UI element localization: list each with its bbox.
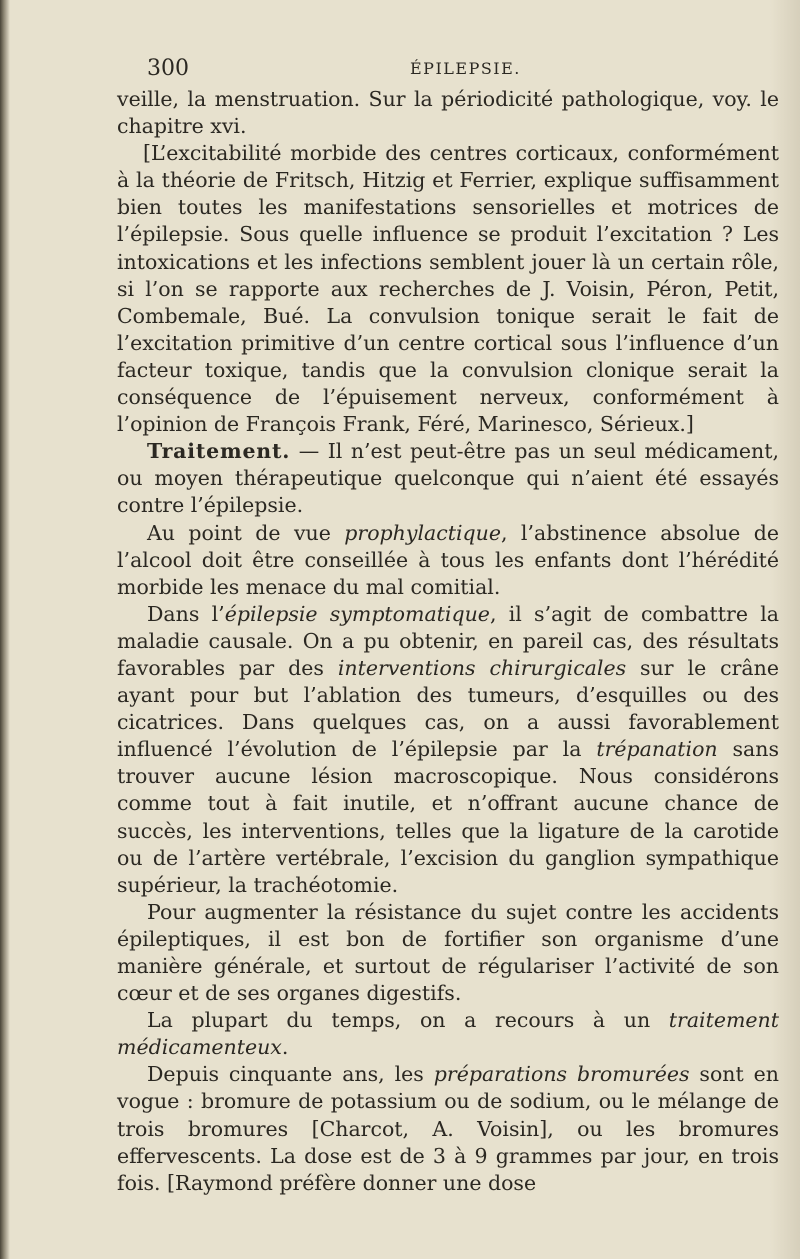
text-run: sans trouver aucune lésion macroscopique. Nous considérons comme tout à fait inutile, et n’offrant aucune chance de succès, les interventions, telles que la ligature de la carotide ou de l’artère vertébrale, l’excision du ganglion sympathique supérieur, la trachéotomie.: [117, 737, 779, 897]
text-run: sur le crâne ayant pour but l’ablation des tumeurs, d’esquilles ou des cicatrices. Dans quelques cas, on a aussi favorablement influencé l’évolution de l’épilepsie par la: [117, 655, 779, 762]
text-run: veille, la menstruation. Sur la périodicité pathologique, voy. le chapitre xvi.: [117, 87, 779, 139]
text-run: Depuis cinquante ans, les: [147, 1062, 434, 1087]
paragraph-treatment: [117, 438, 779, 519]
binding-shadow: [0, 0, 10, 1259]
paragraph-symptomatic: [117, 601, 779, 899]
paragraph-medication: [117, 1007, 779, 1061]
paragraph-bromides: [117, 1061, 779, 1196]
text-run: , l’abstinence absolue de l’alcool doit être conseillée à tous les enfants dont l’hérédité morbide les menace du mal comitial.: [117, 520, 779, 599]
running-title: ÉPILEPSIE.: [410, 59, 521, 78]
emphasis: trépanation: [596, 737, 718, 762]
section-heading-treatment: Traitement.: [147, 439, 291, 464]
text-run: Dans l’: [147, 601, 225, 626]
text-run: sont en vogue : bromure de potassium ou de sodium, ou le mélange de trois bromures [Charcot, A. Voisin], ou les bromures effervescents. La dose est de 3 à 9 grammes par jour, en trois fois. [Raymond préfère donner une dose: [117, 1062, 779, 1195]
emphasis: épilepsie symptomatique: [224, 601, 490, 626]
text-run: .: [281, 1035, 289, 1060]
body-text: [117, 86, 779, 1197]
page-number: 300: [147, 56, 189, 81]
emphasis: traitement médicamenteux: [117, 1008, 779, 1060]
emphasis: prophylactique: [344, 520, 501, 545]
paragraph-prophylaxis: [117, 520, 779, 601]
text-run: La plupart du temps, on a recours à un: [147, 1008, 669, 1033]
text-run: , il s’agit de combattre la maladie causale. On a pu obtenir, en pareil cas, des résultats favorables par des: [117, 601, 779, 680]
paragraph-continuation: [117, 86, 779, 140]
text-run: — Il n’est peut-être pas un seul médicament, ou moyen thérapeutique quelconque qui n’aient été essayés contre l’épilepsie.: [117, 439, 779, 518]
text-run: Pour augmenter la résistance du sujet contre les accidents épileptiques, il est bon de fortifier son organisme d’une manière générale, et surtout de régulariser l’activité de son cœur et de ses organes digestifs.: [117, 899, 779, 1006]
paragraph-excitability: [117, 140, 779, 438]
text-run: Au point de vue: [147, 520, 345, 545]
page-header: [147, 56, 779, 86]
emphasis: interventions chirurgicales: [337, 655, 627, 680]
paragraph-resistance: [117, 899, 779, 1007]
text-run: [L’excitabilité morbide des centres corticaux, conformément à la théorie de Fritsch, Hitzig et Ferrier, explique suffisamment bien toutes les manifestations sensorielles et motrices de l’épilepsie. Sous quelle influence se produit l’excitation ? Les intoxications et les infections semblent jouer là un certain rôle, si l’on se rapporte aux recherches de J. Voisin, Péron, Petit, Combemale, Bué. La convulsion tonique serait le fait de l’excitation primitive d’un centre cortical sous l’influence d’un facteur toxique, tandis que la convulsion clonique serait la conséquence de l’épuisement nerveux, conformément à l’opinion de François Frank, Féré, Marinesco, Sérieux.]: [117, 141, 779, 437]
emphasis: préparations bromurées: [433, 1062, 690, 1087]
